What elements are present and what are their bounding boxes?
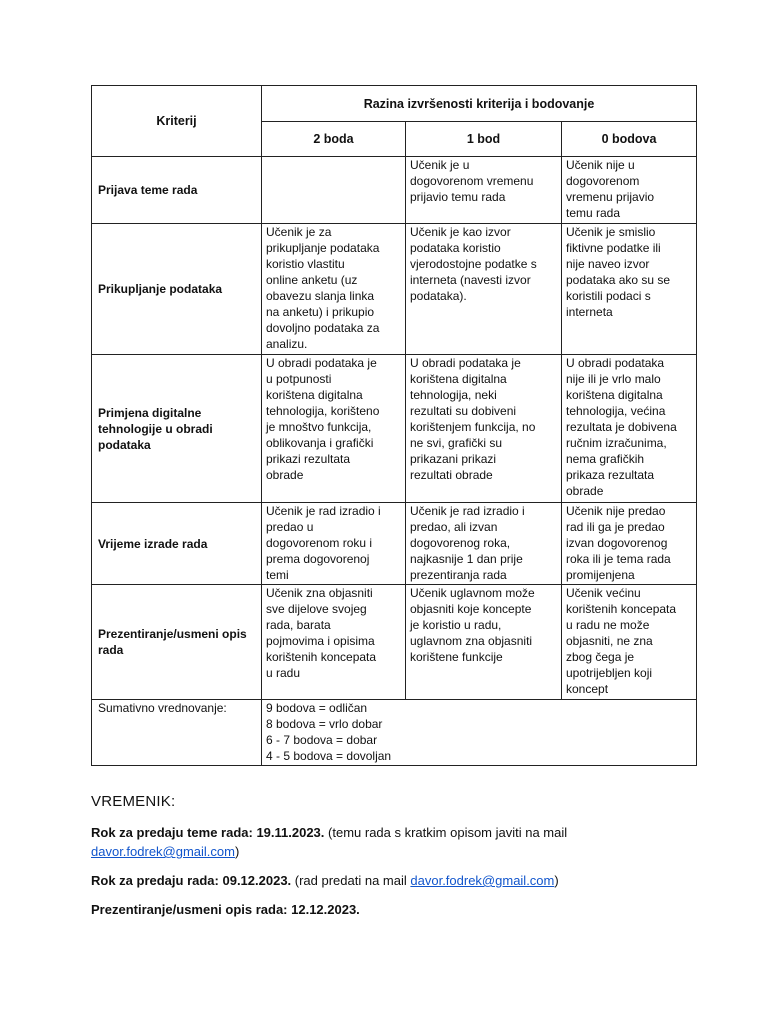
score-cell: Učenik je za prikupljanje podataka koristio vlastitu online anketu (uz obavezu slanja linka na anketu) i prikupio dovoljno podataka za analizu. <box>262 224 406 355</box>
topic-note: (temu rada s kratkim opisom javiti na mail <box>324 825 568 840</box>
score-cell: Učenik većinu korištenih koncepata u radu ne može objasniti, ne zna zbog čega je upotrijebljen koji koncept <box>562 585 697 700</box>
score-cell: Učenik nije u dogovorenom vremenu prijavio temu rada <box>562 157 697 224</box>
schedule-item-work <box>91 871 711 890</box>
presentation-date: Prezentiranje/usmeni opis rada: 12.12.2023. <box>91 902 360 917</box>
level-header: Razina izvršenosti kriterija i bodovanje <box>262 86 697 122</box>
schedule-title: VREMENIK: <box>91 793 176 810</box>
email-link[interactable]: davor.fodrek@gmail.com <box>410 873 555 888</box>
schedule-section <box>91 792 711 929</box>
topic-deadline: Rok za predaju teme rada: 19.11.2023. <box>91 825 325 840</box>
topic-note-end: ) <box>234 844 240 859</box>
score-cell: Učenik nije predao rad ili ga je predao izvan dogovorenog roka ili je tema rada promijenjena <box>562 503 697 585</box>
score-cell: Učenik je kao izvor podataka koristio vjerodostojne podatke s interneta (navesti izvor podataka). <box>406 224 562 355</box>
work-deadline: Rok za predaju rada: 09.12.2023. <box>91 873 292 888</box>
table-row <box>92 224 697 355</box>
schedule-item-topic <box>91 823 711 861</box>
rubric-table <box>91 85 697 766</box>
summary-row <box>92 700 697 766</box>
criterion-cell: Prijava teme rada <box>92 157 262 224</box>
score-header-0: 0 bodova <box>562 122 697 157</box>
score-cell: Učenik zna objasniti sve dijelove svojeg rada, barata pojmovima i opisima korištenih koncepata u radu <box>262 585 406 700</box>
score-cell: U obradi podataka je korištena digitalna tehnologija, neki rezultati su dobiveni korištenjem funkcija, no ne svi, grafički su prikazani prikazi rezultati obrade <box>406 355 562 503</box>
summary-blank <box>562 700 697 766</box>
score-cell: U obradi podataka nije ili je vrlo malo korištena digitalna tehnologija, većina rezultata je dobivena ručnim izračunima, nema grafičkih prikaza rezultata obrade <box>562 355 697 503</box>
table-row <box>92 355 697 503</box>
score-cell: U obradi podataka je u potpunosti korištena digitalna tehnologija, korišteno je mnoštvo funkcija, oblikovanja i grafički prikazi rezultata obrade <box>262 355 406 503</box>
summary-values: 9 bodova = odličan 8 bodova = vrlo dobar 6 - 7 bodova = dobar 4 - 5 bodova = dovoljan <box>262 700 562 766</box>
score-header-1: 1 bod <box>406 122 562 157</box>
work-note-end: ) <box>554 873 559 888</box>
score-cell: Učenik uglavnom može objasniti koje koncepte je koristio u radu, uglavnom zna objasniti korištene funkcije <box>406 585 562 700</box>
score-cell: Učenik je u dogovorenom vremenu prijavio temu rada <box>406 157 562 224</box>
score-header-2: 2 boda <box>262 122 406 157</box>
criterion-header: Kriterij <box>92 86 262 157</box>
work-note: (rad predati na mail <box>291 873 411 888</box>
criterion-cell: Prikupljanje podataka <box>92 224 262 355</box>
criterion-cell: Primjena digitalne tehnologije u obradi podataka <box>92 355 262 503</box>
score-cell: Učenik je smislio fiktivne podatke ili nije naveo izvor podataka ako su se koristili podaci s interneta <box>562 224 697 355</box>
schedule-item-presentation <box>91 900 711 919</box>
score-cell: Učenik je rad izradio i predao, ali izvan dogovorenog roka, najkasnije 1 dan prije prezentiranja rada <box>406 503 562 585</box>
table-row <box>92 157 697 224</box>
score-cell <box>262 157 406 224</box>
table-row <box>92 585 697 700</box>
score-cell: Učenik je rad izradio i predao u dogovorenom roku i prema dogovorenoj temi <box>262 503 406 585</box>
criterion-cell: Vrijeme izrade rada <box>92 503 262 585</box>
criterion-cell: Prezentiranje/usmeni opis rada <box>92 585 262 700</box>
summary-label: Sumativno vrednovanje: <box>92 700 262 766</box>
email-link[interactable]: davor.fodrek@gmail.com <box>91 844 235 859</box>
table-row <box>92 503 697 585</box>
